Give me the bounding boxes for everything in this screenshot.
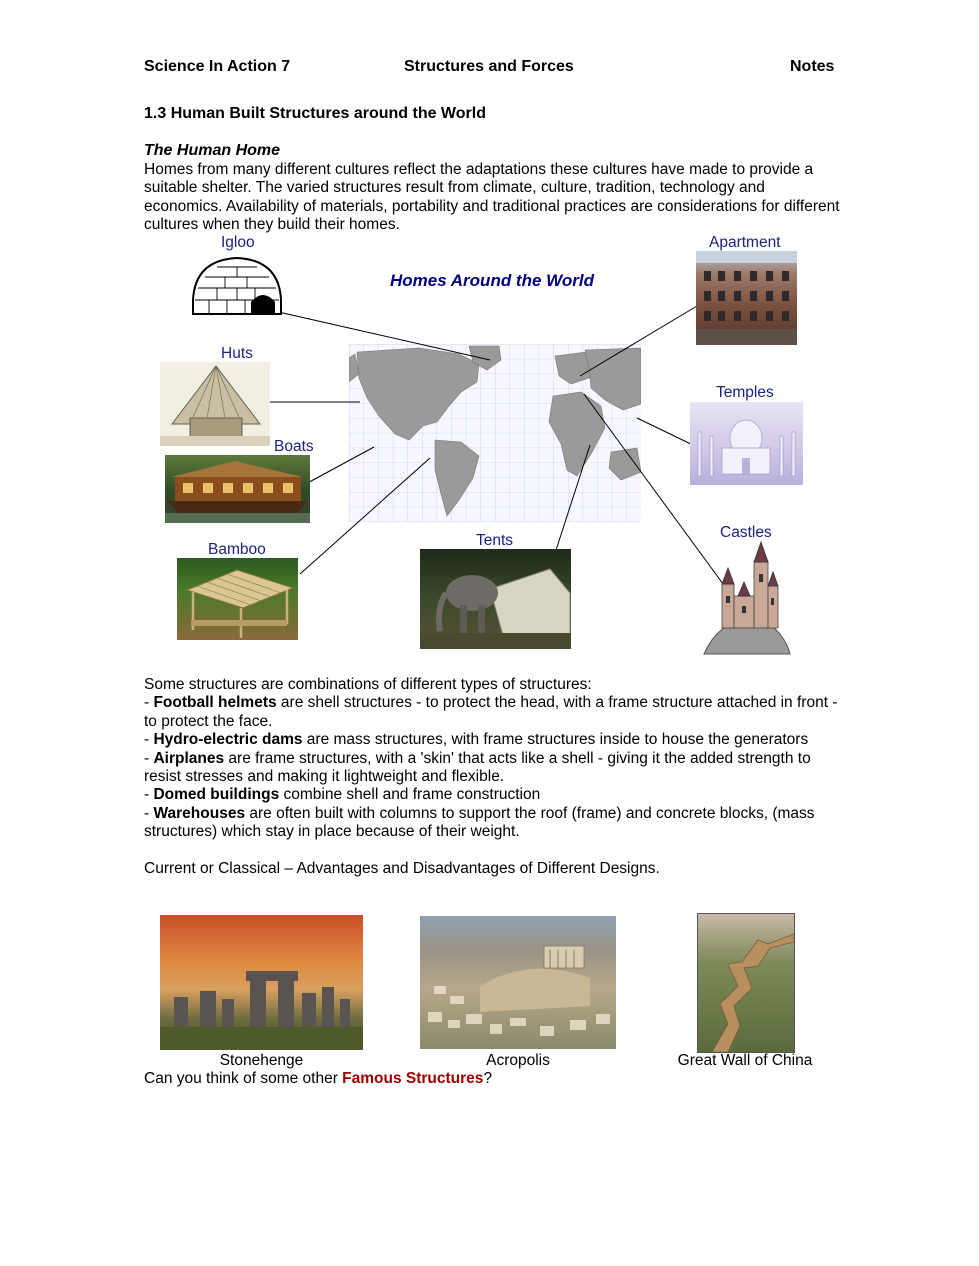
header-right: Notes [790, 58, 835, 75]
list-item: - Football helmets are shell structures - to protect the head, with a frame structure attached in front - to protect the face. [144, 694, 838, 730]
header-left: Science In Action 7 [144, 58, 291, 75]
section-title: 1.3 Human Built Structures around the World [144, 105, 486, 122]
item-bold: Warehouses [153, 804, 246, 822]
caption-stonehenge: Stonehenge [219, 1052, 304, 1069]
figure-title: Homes Around the World [390, 271, 594, 290]
stonehenge-image [160, 915, 363, 1050]
famous-structures-highlight: Famous Structures [342, 1070, 484, 1087]
label-temples: Temples [716, 384, 774, 401]
label-boats: Boats [274, 438, 314, 455]
combinations-block [144, 676, 844, 842]
question-suffix: ? [483, 1070, 493, 1087]
huts-image [160, 362, 270, 446]
combinations-intro: Some structures are combinations of different types of structures: [144, 676, 592, 693]
item-text: are frame structures, with a 'skin' that acts like a shell - giving it the added strength to resist stresses and making it lightweight and flexible. [144, 749, 811, 786]
item-text: are often built with columns to support the roof (frame) and concrete blocks, (mass structures) which stay in place because of their weight. [144, 804, 815, 841]
caption-great-wall: Great Wall of China [677, 1052, 813, 1069]
label-igloo: Igloo [221, 234, 255, 251]
classical-heading: Current or Classical – Advantages and Disadvantages of Different Designs. [144, 860, 660, 877]
intro-paragraph: Homes from many different cultures reflect the adaptations these cultures have made to provide a suitable shelter. The varied structures result from climate, culture, tradition, technology and economics. Availability of materials, portability and traditional practices are considerations for different cultures when they build their homes. [144, 161, 840, 234]
castles-image [702, 540, 792, 658]
item-text: are shell structures - to protect the head, with a frame structure attached in front - to protect the face. [144, 694, 838, 730]
label-huts: Huts [221, 345, 253, 362]
bamboo-image [177, 558, 298, 640]
apartment-image [696, 251, 797, 345]
temples-image [690, 402, 803, 485]
header-center: Structures and Forces [404, 58, 574, 75]
item-text: combine shell and frame construction [279, 786, 541, 804]
item-bold: Hydro-electric dams [153, 731, 303, 749]
acropolis-image [420, 916, 616, 1049]
label-bamboo: Bamboo [208, 541, 266, 558]
caption-acropolis: Acropolis [486, 1052, 550, 1069]
igloo-image [189, 254, 285, 318]
item-bold: Football helmets [153, 694, 277, 712]
boats-image [165, 455, 310, 523]
item-bold: Airplanes [153, 749, 225, 767]
list-item: - Warehouses are often built with columns to support the roof (frame) and concrete blocks, (mass structures) which stay in place because of their weight. [144, 804, 815, 841]
label-apartment: Apartment [709, 234, 781, 251]
famous-question [144, 1070, 492, 1088]
label-tents: Tents [476, 532, 514, 549]
item-bold: Domed buildings [153, 786, 280, 804]
item-text: are mass structures, with frame structures inside to house the generators [302, 731, 809, 749]
list-item: - Airplanes are frame structures, with a 'skin' that acts like a shell - giving it the added strength to resist stresses and making it lightweight and flexible. [144, 749, 811, 786]
tents-image [420, 549, 571, 649]
label-castles: Castles [720, 524, 772, 541]
great-wall-image [697, 913, 795, 1053]
list-item: - Domed buildings combine shell and frame construction [144, 786, 541, 804]
list-item: - Hydro-electric dams are mass structures, with frame structures inside to house the generators [144, 731, 809, 749]
subsection-title: The Human Home [144, 142, 281, 159]
question-prefix: Can you think of some other [144, 1070, 343, 1087]
